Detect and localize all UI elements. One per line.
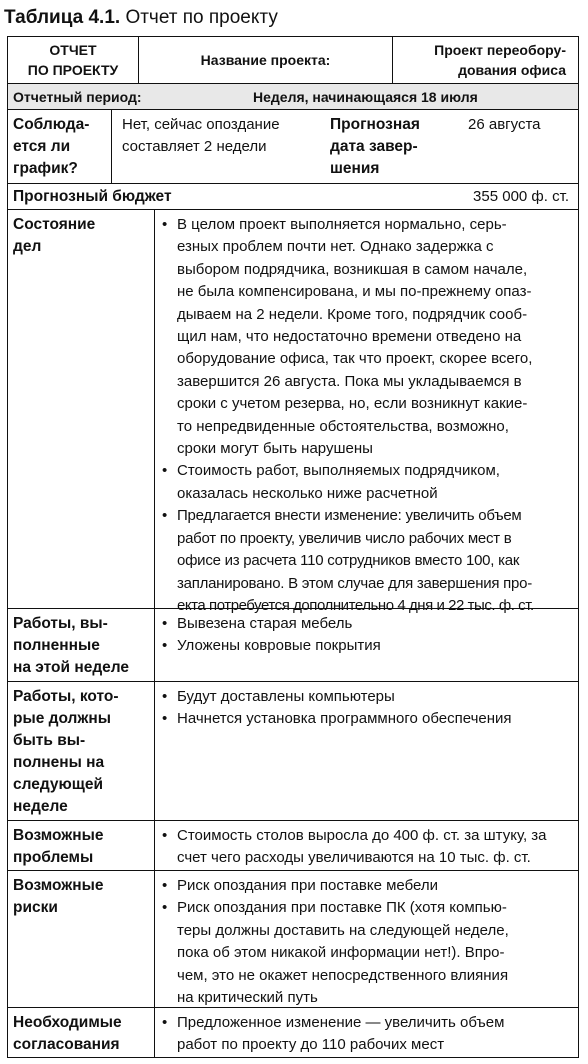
- list-line: дываем на 2 недели. Кроме того, подрядчик сооб-: [177, 305, 528, 323]
- next-week-row: [8, 681, 578, 820]
- project-report-table: [7, 36, 579, 1058]
- list-line: выбором подрядчика, возникшая в самом начале,: [177, 260, 528, 278]
- approvals-content: [154, 1008, 578, 1057]
- list-line: оборудование офиса, так что проект, скорее всего,: [177, 350, 533, 368]
- list-line: то непредвиденные обстоятельства, возможно,: [177, 417, 509, 435]
- schedule-label: [8, 110, 111, 183]
- list-item: [159, 460, 574, 505]
- caption-text: Отчет по проекту: [120, 7, 278, 28]
- problems-content: [154, 821, 578, 870]
- list-line: работ по проекту, увеличив число рабочих мест в: [177, 529, 512, 547]
- status-content: [154, 210, 578, 614]
- table-caption: [4, 6, 278, 30]
- next-week-label: [8, 682, 154, 820]
- label-line: график?: [13, 160, 78, 177]
- label-line: дата завер-: [330, 138, 418, 155]
- label-line: Возможные: [13, 827, 104, 844]
- list-line: пока об этом никакой информации нет!). Впро-: [177, 944, 505, 962]
- forecast-date-value: 26 августа: [468, 116, 541, 133]
- label-line: дел: [13, 238, 42, 255]
- list-line: не была компенсирована, и мы по-прежнему опаз-: [177, 283, 532, 301]
- value-line: Нет, сейчас опоздание: [122, 116, 280, 133]
- list-line: офисе из расчета 110 сотрудников вместо 100, как: [177, 552, 520, 570]
- label-line: Возможные: [13, 877, 104, 894]
- list-item: • Риск опоздания при поставке мебели: [159, 875, 574, 897]
- status-row: [8, 209, 578, 614]
- list-line: работ по проекту до 110 рабочих мест: [177, 1036, 445, 1054]
- budget-row: [8, 183, 578, 209]
- schedule-value: [111, 110, 325, 183]
- label-line: неделе: [13, 798, 68, 815]
- list-line: • В целом проект выполняется нормально, серь-: [177, 216, 507, 233]
- list-line: теры должны доставить на следующей неделе,: [177, 921, 509, 939]
- list-line: оказалась несколько ниже расчетной: [177, 484, 438, 502]
- list-item: • Начнется установка программного обеспечения: [159, 708, 574, 730]
- list-item: [159, 825, 574, 870]
- label-line: шения: [330, 160, 380, 177]
- list-line: чем, это не окажет непосредственного влияния: [177, 966, 509, 984]
- project-name-value-line: дования офиса: [458, 62, 566, 78]
- label-line: Работы, вы-: [13, 615, 108, 632]
- list-line: • Стоимость работ, выполняемых подрядчиком,: [177, 462, 500, 480]
- done-row: [8, 608, 578, 681]
- label-line: Необходимые: [13, 1014, 122, 1031]
- project-name-value-line: Проект переобору-: [434, 42, 566, 58]
- period-label: Отчетный период:: [13, 89, 142, 105]
- list-line: • Риск опоздания при поставке ПК (хотя компью-: [177, 899, 507, 917]
- list-item: • Будут доставлены компьютеры: [159, 686, 574, 708]
- label-line: Работы, кото-: [13, 688, 119, 705]
- list-item: • Уложены ковровые покрытия: [159, 635, 574, 657]
- list-line: на критический путь: [177, 989, 318, 1007]
- period-row: [8, 83, 578, 109]
- forecast-date-label: [330, 110, 458, 183]
- budget-value: 355 000 ф. ст.: [473, 188, 569, 205]
- label-line: быть вы-: [13, 732, 86, 749]
- project-name-value-cell: [392, 37, 578, 83]
- project-name-label-cell: [138, 37, 392, 83]
- done-content: [154, 609, 578, 681]
- status-label: [8, 210, 154, 608]
- label-line: проблемы: [13, 849, 94, 866]
- approvals-row: [8, 1007, 578, 1057]
- list-item: [159, 897, 574, 1009]
- problems-label: [8, 821, 154, 870]
- done-label: [8, 609, 154, 681]
- label-line: согласования: [13, 1036, 120, 1053]
- report-title-line: ОТЧЕТ: [49, 42, 97, 58]
- list-line: счет чего расходы увеличиваются на 10 тыс. ф. ст.: [177, 849, 531, 867]
- label-line: риски: [13, 899, 58, 916]
- list-line: езных проблем почти нет. Однако задержка с: [177, 238, 494, 256]
- list-item: [159, 1012, 574, 1057]
- project-name-label: Название проекта:: [200, 52, 331, 68]
- list-item: • Вывезена старая мебель: [159, 613, 574, 635]
- label-line: Состояние: [13, 216, 96, 233]
- budget-label: Прогнозный бюджет: [13, 188, 172, 205]
- label-line: следующей: [13, 776, 103, 793]
- list-line: екта потребуется дополнительно 4 дня и 22 тыс. ф. ст.: [177, 596, 534, 614]
- label-line: рые должны: [13, 710, 111, 727]
- report-title-cell: [8, 37, 138, 83]
- list-line: завершится 26 августа. Пока мы укладываемся в: [177, 372, 522, 390]
- list-line: сроки могут быть нарушены: [177, 440, 373, 458]
- risks-row: [8, 870, 578, 1007]
- list-item: [159, 505, 574, 617]
- label-line: ется ли: [13, 138, 71, 155]
- label-line: Соблюда-: [13, 116, 90, 133]
- label-line: Прогнозная: [330, 116, 420, 133]
- list-line: • Предлагается внести изменение: увеличить объем: [177, 507, 522, 525]
- schedule-row: [8, 109, 578, 183]
- approvals-label: [8, 1008, 154, 1057]
- list-line: • Предложенное изменение — увеличить объем: [177, 1014, 505, 1031]
- header-row: [8, 37, 578, 83]
- label-line: полнены на: [13, 754, 105, 771]
- list-line: запланировано. В этом случае для завершения про-: [177, 574, 532, 592]
- list-line: • Стоимость столов выросла до 400 ф. ст. за штуку, за: [177, 827, 547, 844]
- label-line: на этой неделе: [13, 659, 130, 676]
- list-line: щил нам, что недостаточно времени отведено на: [177, 328, 522, 346]
- list-item: [159, 214, 574, 460]
- label-line: полненные: [13, 637, 100, 654]
- risks-content: [154, 871, 578, 1007]
- problems-row: [8, 820, 578, 870]
- caption-label: Таблица 4.1.: [4, 7, 121, 28]
- report-title-line: ПО ПРОЕКТУ: [27, 62, 119, 78]
- list-line: сроки с учетом резерва, но, если возникнут какие-: [177, 395, 528, 413]
- period-value: Неделя, начинающаяся 18 июля: [253, 89, 478, 105]
- risks-label: [8, 871, 154, 1007]
- next-week-content: [154, 682, 578, 820]
- value-line: составляет 2 недели: [122, 138, 267, 156]
